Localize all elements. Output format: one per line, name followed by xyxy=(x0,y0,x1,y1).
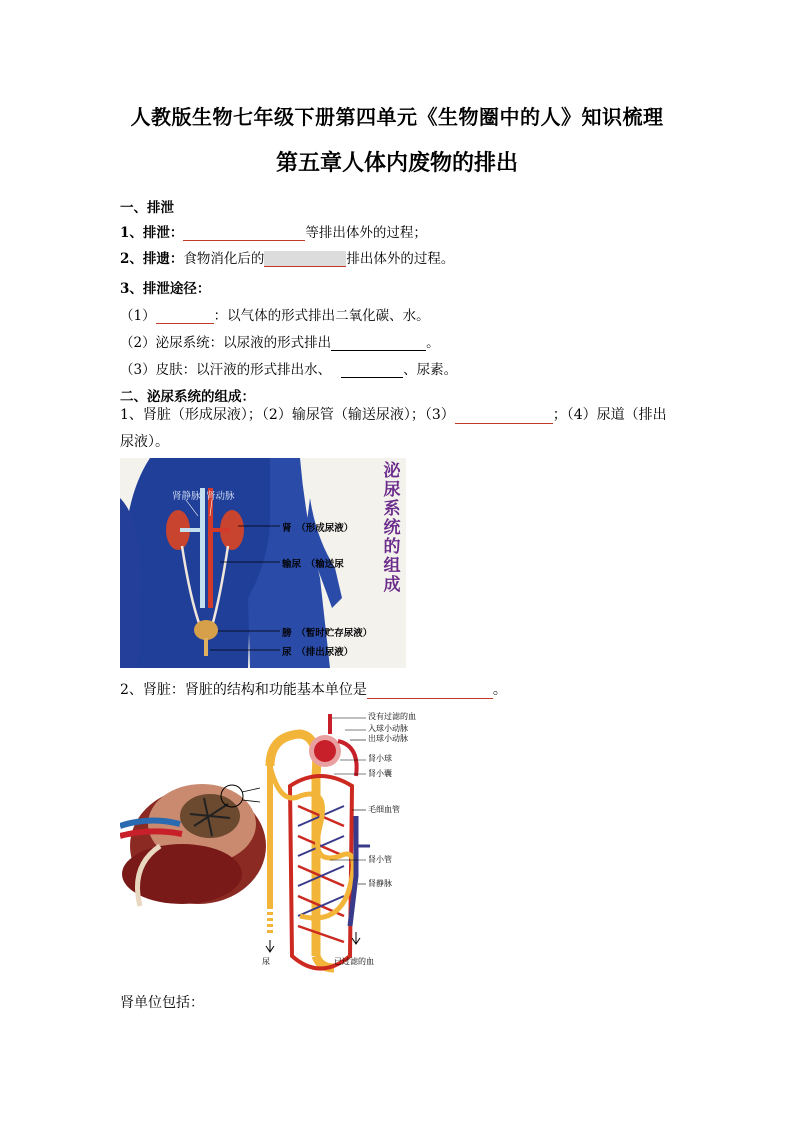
label-renal-vein: 肾静脉 xyxy=(172,491,201,502)
label-urethra: 尿 （排出尿液） xyxy=(282,647,354,658)
text-route-3: （3）皮肤：以汗液的形式排出水、 xyxy=(120,362,332,378)
label-renal-artery: 肾动脉 xyxy=(206,491,235,502)
fill-blank-4[interactable] xyxy=(331,335,426,351)
line-urinary-parts-cont: 尿液）。 xyxy=(120,434,169,450)
label-bladder: 膀 （暂时贮存尿液） xyxy=(282,628,373,639)
text-route-3-tail: 、尿素。 xyxy=(403,362,458,378)
page-title: 人教版生物七年级下册第四单元《生物圈中的人》知识梳理 xyxy=(130,105,664,129)
line-excretion-def xyxy=(120,221,427,241)
section-heading-urinary: 二、泌尿系统的组成： xyxy=(120,389,255,405)
label-renal-capsule: 肾小囊 xyxy=(368,769,392,778)
text-route-2: （2）泌尿系统：以尿液的形式排出 xyxy=(120,335,332,351)
text-urinary-parts-tail: ；（4）尿道（排出 xyxy=(552,407,667,423)
label-kidney: 肾 （形成尿液） xyxy=(282,523,354,534)
title-char: 的 xyxy=(383,537,401,557)
text-nephron-tail: 。 xyxy=(492,682,507,698)
fill-blank-2[interactable] xyxy=(264,251,346,267)
label-excretion: 1、排泄： xyxy=(120,225,184,241)
line-route-3 xyxy=(120,358,457,378)
title-char: 组 xyxy=(383,556,401,576)
text-egestion-tail: 排出体外的过程。 xyxy=(346,251,455,267)
text-egestion-mid: 食物消化后的 xyxy=(183,251,265,267)
section-heading-excretion: 一、排泄 xyxy=(120,200,174,216)
label-renal-vein: 肾静脉 xyxy=(368,879,392,888)
title-char: 统 xyxy=(383,518,401,538)
label-efferent-arteriole: 出球小动脉 xyxy=(368,734,408,743)
line-egestion-def xyxy=(120,247,454,267)
label-capillary: 毛细血管 xyxy=(368,805,400,814)
line-urinary-parts xyxy=(120,404,667,424)
text-excretion-tail: 等排出体外的过程； xyxy=(305,225,427,241)
chapter-title: 第五章人体内废物的排出 xyxy=(275,150,518,176)
fill-blank-1[interactable] xyxy=(183,225,305,241)
label-ureter: 输尿 （输送尿 xyxy=(282,559,344,570)
label-egestion: 2、排遗： xyxy=(120,251,184,267)
label-excretion-routes: 3、排泄途径： xyxy=(120,281,211,297)
line-route-2 xyxy=(120,331,440,351)
title-char: 成 xyxy=(383,575,401,595)
title-char: 系 xyxy=(383,499,401,519)
nephron-illustration xyxy=(120,706,560,976)
label-urine: 尿 xyxy=(262,957,270,966)
line-nephron-includes: 肾单位包括： xyxy=(120,995,204,1011)
nephron-figure xyxy=(120,706,560,976)
text-route-2-tail: 。 xyxy=(426,335,440,351)
urinary-system-figure xyxy=(120,458,406,668)
text-route-1-num: （1） xyxy=(120,308,156,324)
vertical-figure-title xyxy=(382,462,402,595)
label-renal-tubule: 肾小管 xyxy=(368,855,392,864)
fill-blank-6[interactable] xyxy=(455,408,553,424)
fill-blank-7[interactable] xyxy=(367,683,493,699)
text-urinary-parts: 1、肾脏（形成尿液）；（2）输尿管（输送尿液）；（3） xyxy=(120,407,455,423)
fill-blank-5[interactable] xyxy=(341,362,403,378)
text-nephron: 2、肾脏：肾脏的结构和功能基本单位是 xyxy=(120,682,367,698)
text-route-1-tail: ：以气体的形式排出二氧化碳、水。 xyxy=(213,308,430,324)
label-afferent-arteriole: 入球小动脉 xyxy=(368,724,408,733)
line-nephron xyxy=(120,679,507,699)
title-char: 泌 xyxy=(383,461,401,481)
label-unfiltered-blood: 没有过滤的血 xyxy=(368,712,416,721)
title-char: 尿 xyxy=(383,480,401,500)
label-glomerulus: 肾小球 xyxy=(368,754,392,763)
line-route-1 xyxy=(120,304,430,324)
label-filtered-blood: 已过滤的血 xyxy=(334,957,374,966)
fill-blank-3[interactable] xyxy=(156,308,214,324)
